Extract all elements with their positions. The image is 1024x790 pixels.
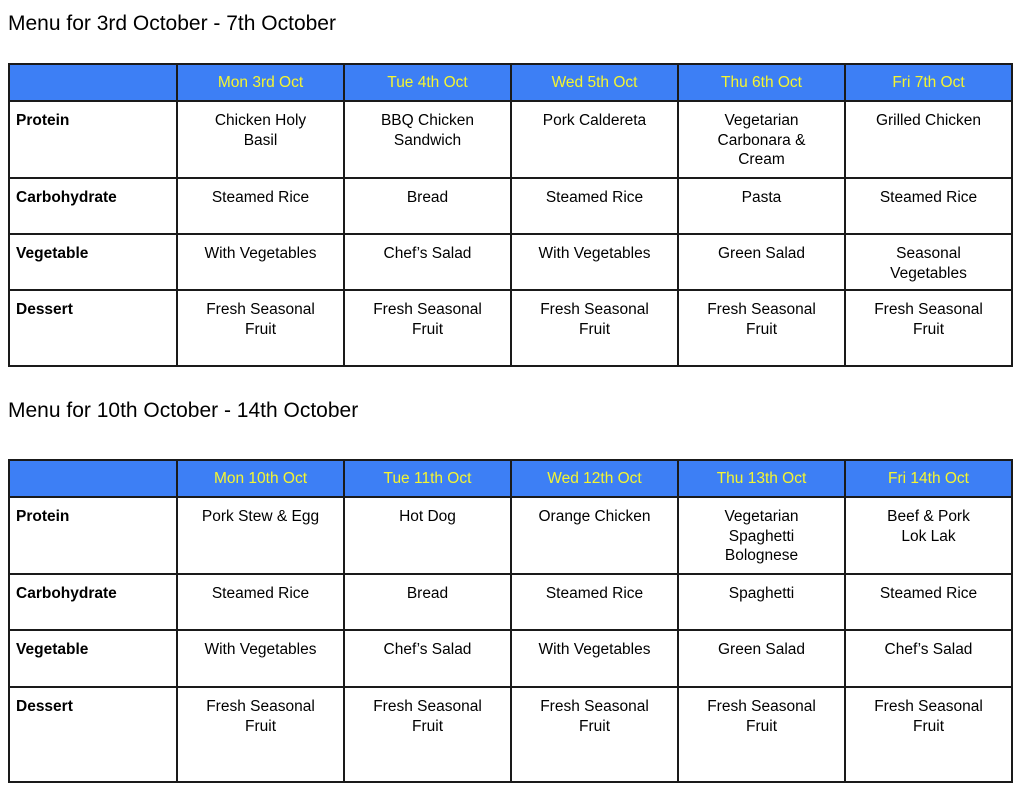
menu-cell: Fresh Seasonal Fruit [845, 290, 1012, 366]
row-label: Vegetable [9, 234, 177, 290]
menu-cell: Fresh Seasonal Fruit [177, 687, 344, 782]
menu-cell: Fresh Seasonal Fruit [511, 687, 678, 782]
menu-cell: Chef’s Salad [845, 630, 1012, 687]
menu-cell: Fresh Seasonal Fruit [678, 290, 845, 366]
day-header: Wed 12th Oct [511, 460, 678, 497]
menu-cell: With Vegetables [511, 630, 678, 687]
menu-cell: Chef’s Salad [344, 630, 511, 687]
day-header: Tue 11th Oct [344, 460, 511, 497]
day-header: Fri 14th Oct [845, 460, 1012, 497]
menu-cell: With Vegetables [511, 234, 678, 290]
row-label: Vegetable [9, 630, 177, 687]
menu-cell: Hot Dog [344, 497, 511, 574]
menu-table [8, 63, 1013, 367]
menu-cell: Chicken Holy Basil [177, 101, 344, 178]
menu-cell: Steamed Rice [845, 178, 1012, 234]
row-label: Dessert [9, 290, 177, 366]
table-row [9, 497, 1012, 574]
row-label: Carbohydrate [9, 178, 177, 234]
table-row [9, 101, 1012, 178]
menu-cell: Pork Stew & Egg [177, 497, 344, 574]
menu-title: Menu for 10th October - 14th October [8, 399, 359, 422]
menu-cell: Chef’s Salad [344, 234, 511, 290]
menu-cell: Vegetarian Carbonara & Cream [678, 101, 845, 178]
menu-cell: Green Salad [678, 234, 845, 290]
table-row [9, 234, 1012, 290]
menu-cell: Steamed Rice [845, 574, 1012, 630]
menu-cell: Steamed Rice [511, 574, 678, 630]
header-row [9, 64, 1012, 101]
day-header: Mon 3rd Oct [177, 64, 344, 101]
menu-cell: Bread [344, 178, 511, 234]
row-label: Carbohydrate [9, 574, 177, 630]
day-header: Tue 4th Oct [344, 64, 511, 101]
menu-cell: Steamed Rice [177, 574, 344, 630]
day-header: Mon 10th Oct [177, 460, 344, 497]
menu-cell: Steamed Rice [177, 178, 344, 234]
menu-table [8, 459, 1013, 783]
menu-cell: Vegetarian Spaghetti Bolognese [678, 497, 845, 574]
menu-cell: Fresh Seasonal Fruit [177, 290, 344, 366]
table-row [9, 574, 1012, 630]
header-row [9, 460, 1012, 497]
header-blank-cell [9, 460, 177, 497]
menu-cell: Orange Chicken [511, 497, 678, 574]
menu-cell: With Vegetables [177, 234, 344, 290]
menu-cell: Pasta [678, 178, 845, 234]
day-header: Wed 5th Oct [511, 64, 678, 101]
menu-title: Menu for 3rd October - 7th October [8, 12, 336, 35]
menu-cell: Beef & Pork Lok Lak [845, 497, 1012, 574]
menu-cell: Fresh Seasonal Fruit [344, 687, 511, 782]
table-row [9, 290, 1012, 366]
menu-cell: Steamed Rice [511, 178, 678, 234]
menu-cell: Pork Caldereta [511, 101, 678, 178]
day-header: Thu 13th Oct [678, 460, 845, 497]
row-label: Protein [9, 497, 177, 574]
header-blank-cell [9, 64, 177, 101]
table-row [9, 630, 1012, 687]
menu-cell: Bread [344, 574, 511, 630]
day-header: Fri 7th Oct [845, 64, 1012, 101]
menu-cell: Fresh Seasonal Fruit [511, 290, 678, 366]
menu-cell: Seasonal Vegetables [845, 234, 1012, 290]
menu-cell: Spaghetti [678, 574, 845, 630]
table-row [9, 178, 1012, 234]
menu-cell: Green Salad [678, 630, 845, 687]
menu-cell: Grilled Chicken [845, 101, 1012, 178]
row-label: Dessert [9, 687, 177, 782]
menu-cell: Fresh Seasonal Fruit [678, 687, 845, 782]
table-row [9, 687, 1012, 782]
day-header: Thu 6th Oct [678, 64, 845, 101]
menu-cell: BBQ Chicken Sandwich [344, 101, 511, 178]
menu-cell: With Vegetables [177, 630, 344, 687]
row-label: Protein [9, 101, 177, 178]
menu-cell: Fresh Seasonal Fruit [845, 687, 1012, 782]
menu-cell: Fresh Seasonal Fruit [344, 290, 511, 366]
